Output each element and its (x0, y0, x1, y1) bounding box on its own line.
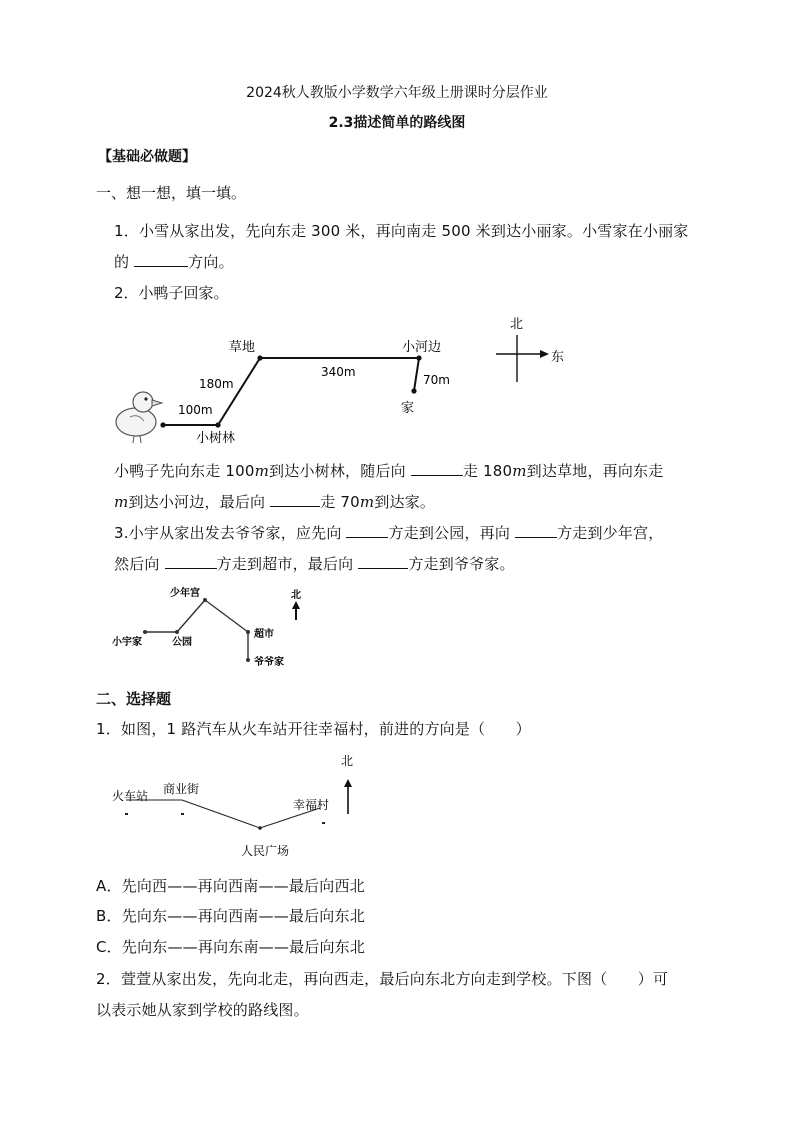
grandpa-home-label: 爷爷家 (254, 657, 284, 668)
part2-heading: 二、选择题 (96, 690, 172, 708)
bus-route-map (108, 748, 368, 863)
happiness-village-label: 幸福村 (293, 798, 330, 812)
q3-text-f: 方走到爷爷家。 (408, 555, 515, 573)
woods-label: 小树林 (196, 431, 236, 446)
q1-line1: 1．小雪从家出发，先向东走 300 米，再向南走 500 米到达小丽家。小雪家在小丽家 (114, 222, 689, 240)
north-arrow-icon (341, 754, 353, 814)
q3-text-a: 3.小宇从家出发去爷爷家，应先向 (114, 524, 347, 542)
unit-m: m (114, 493, 129, 511)
lesson-title: 2.3描述简单的路线图 (328, 115, 466, 131)
q2-line1 (114, 460, 663, 481)
q3-blank-3[interactable] (165, 554, 217, 569)
distance-100: 100m (178, 403, 213, 417)
q3-text-e: 方走到超市，最后向 (216, 555, 359, 573)
train-station-label: 火车站 (112, 789, 149, 803)
peoples-square-label: 人民广场 (241, 844, 290, 858)
option-a[interactable]: A．先向西——再向西南——最后向西北 (96, 877, 365, 895)
q3-text-b: 方走到公园，再向 (388, 524, 516, 542)
q2-text-c: 走 180 (462, 462, 513, 480)
grass-point (257, 355, 262, 360)
duck-route-map (100, 305, 580, 455)
q2-text-f: 走 70 (320, 493, 360, 511)
q3-line2 (114, 553, 515, 574)
option-b[interactable]: B．先向东——再向西南——最后向东北 (96, 907, 365, 925)
q3-line1 (114, 522, 663, 543)
duck-illustration (116, 392, 162, 443)
q3-blank-1[interactable] (346, 523, 388, 538)
q2-text-g: 到达家。 (374, 493, 436, 511)
unit-m: m (254, 462, 270, 480)
q2-line2 (114, 491, 435, 512)
commercial-street-label: 商业街 (163, 782, 200, 796)
q2-title: 2．小鸭子回家。 (114, 284, 229, 302)
compass-rose (496, 317, 564, 382)
q2-text-a: 小鸭子先向东走 100 (114, 462, 255, 480)
mc-q2-line2: 以表示她从家到学校的路线图。 (96, 1001, 309, 1019)
mc-q1: 1．如图，1 路汽车从火车站开往幸福村，前进的方向是（ ） (96, 720, 531, 738)
q3-text-c: 方走到少年宫， (557, 524, 664, 542)
q1-answer-blank[interactable] (134, 252, 188, 267)
q1-line2 (114, 251, 234, 272)
q3-blank-2[interactable] (515, 523, 557, 538)
bus-route-path (126, 800, 320, 828)
grandpa-route-map (110, 582, 330, 672)
q2-text-e: 到达小河边，最后向 (128, 493, 271, 511)
start-point (160, 422, 165, 427)
east-label: 东 (551, 350, 565, 365)
north-label: 北 (510, 317, 524, 332)
supermarket-label: 超市 (254, 629, 274, 640)
home-label: 家 (401, 401, 415, 416)
q1-text-a: 的 (114, 253, 135, 271)
woods-point (215, 422, 220, 427)
q3-text-d: 然后向 (114, 555, 165, 573)
document-title: 2024秋人教版小学数学六年级上册课时分层作业 (246, 85, 548, 101)
park-label: 公园 (172, 637, 192, 648)
distance-70: 70m (423, 373, 450, 387)
unit-m: m (359, 493, 375, 511)
q1-text-b: 方向。 (188, 253, 234, 271)
north-arrow-icon (291, 589, 301, 620)
grandpa-route-path (145, 600, 248, 660)
q2-blank-1[interactable] (411, 461, 463, 476)
home-point (411, 388, 416, 393)
q3-blank-4[interactable] (358, 554, 408, 569)
q2-text-d: 到达草地，再向东走 (526, 462, 664, 480)
unit-m: m (512, 462, 527, 480)
north-label-2: 北 (291, 590, 301, 601)
distance-340: 340m (321, 365, 356, 379)
part1-heading: 一、想一想，填一填。 (96, 184, 247, 202)
north-label-3: 北 (341, 754, 354, 768)
youth-palace-label: 少年宫 (170, 588, 200, 599)
q2-blank-2[interactable] (270, 492, 320, 507)
section-basic-label: 【基础必做题】 (98, 149, 196, 165)
grass-label: 草地 (229, 340, 256, 355)
distance-180: 180m (199, 377, 234, 391)
xiaoyu-home-label: 小宇家 (112, 637, 142, 648)
q2-text-b: 到达小树林，随后向 (269, 462, 411, 480)
option-c[interactable]: C．先向东——再向东南——最后向东北 (96, 938, 366, 956)
river-label: 小河边 (402, 340, 442, 355)
river-point (416, 355, 421, 360)
mc-q2-line1: 2．萱萱从家出发，先向北走，再向西走，最后向东北方向走到学校。下图（ ）可 (96, 970, 669, 988)
